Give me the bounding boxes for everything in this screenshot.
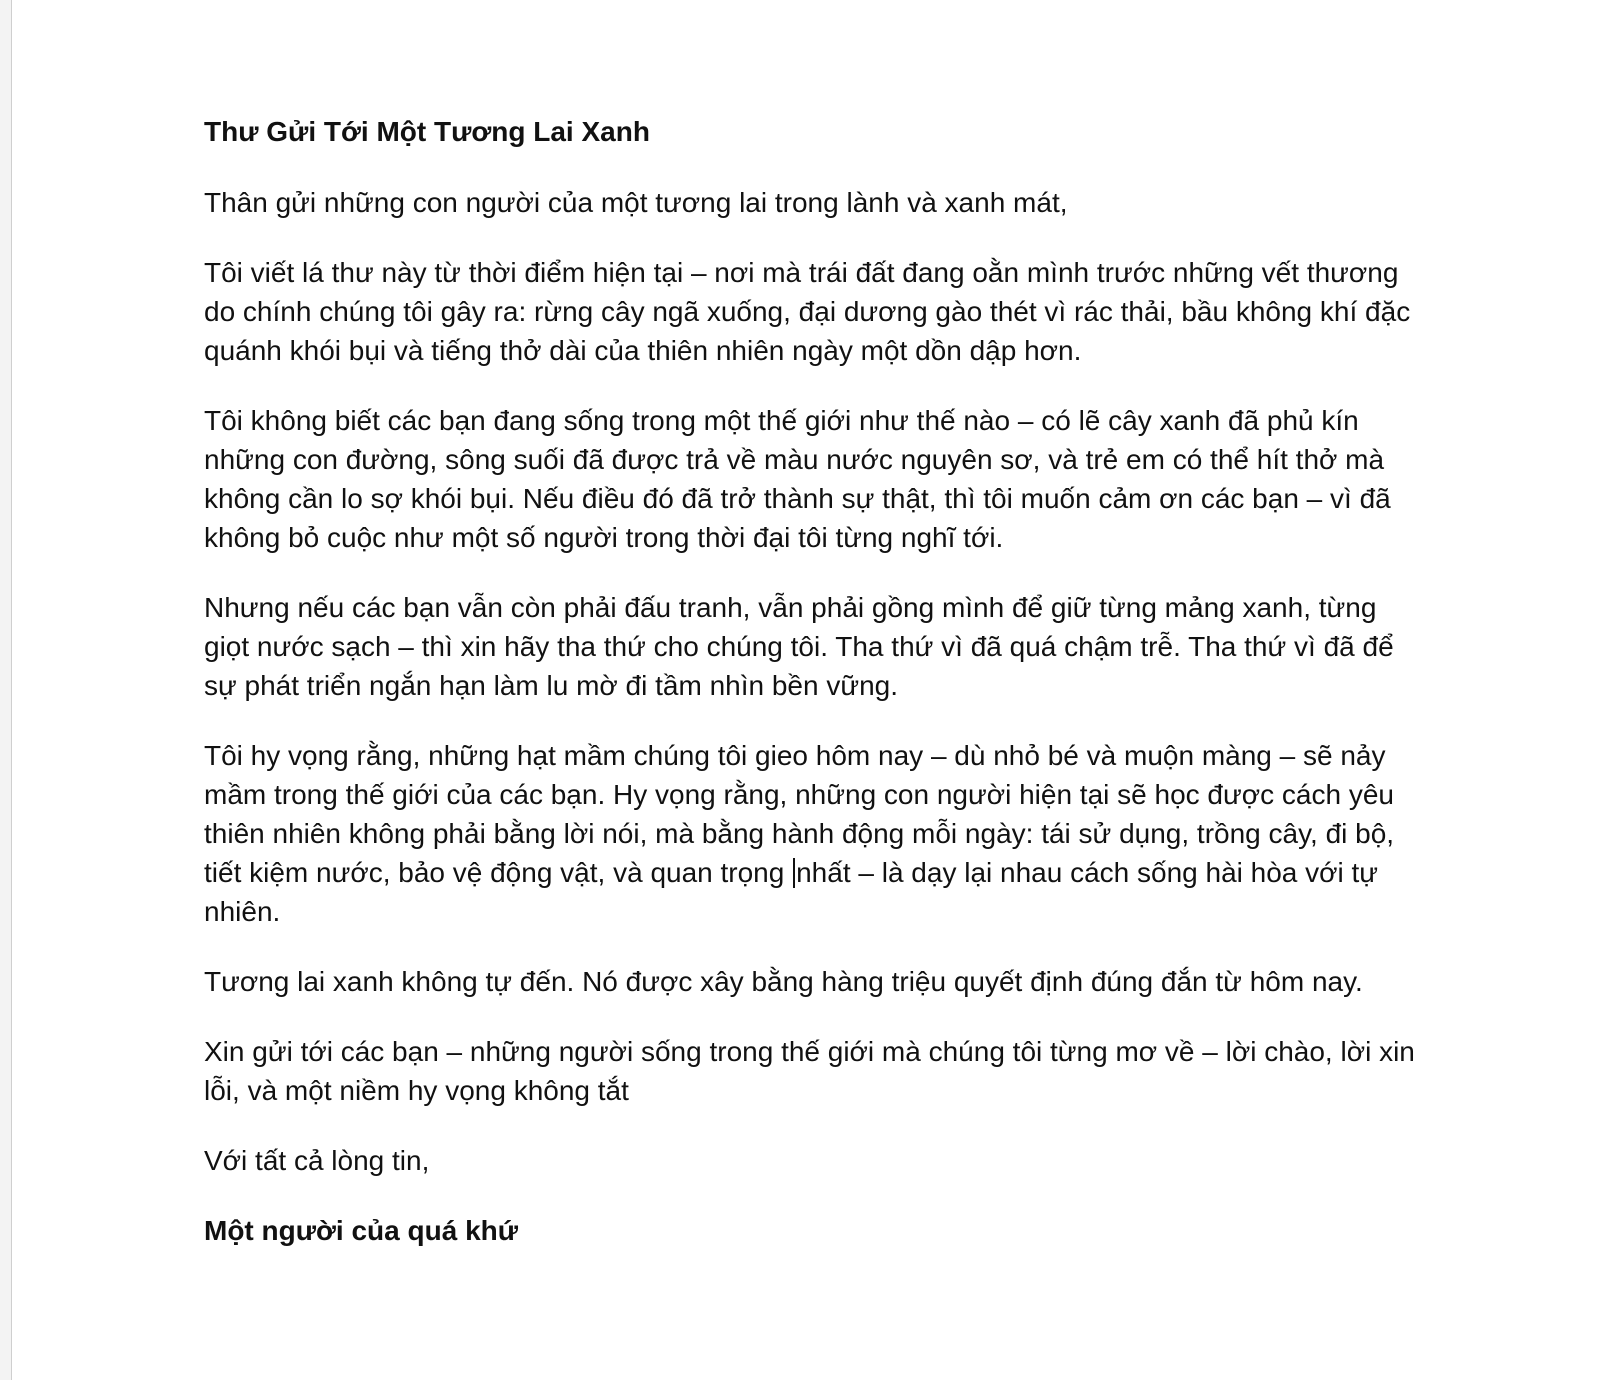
text-cursor [793,858,795,888]
letter-paragraph-6: Xin gửi tới các bạn – những người sống trong thế giới mà chúng tôi từng mơ về – lời chào, lời xin lỗi, và một niềm hy vọng không tắt [204,1036,1415,1106]
letter-signature: Một người của quá khứ [204,1215,519,1246]
letter-paragraph-4 [204,736,1419,931]
document-body[interactable] [204,112,1419,1281]
paragraph-4-text-before-caret: Tôi hy vọng rằng, những hạt mầm chúng tôi gieo hôm nay – dù nhỏ bé và muộn màng – sẽ nảy mầm trong thế giới của các bạn. Hy vọng rằng, những con người hiện tại sẽ học được cách yêu thiên nhiên không phải bằng lời nói, mà bằng hành động mỗi ngày: tái sử dụng, trồng cây, đi bộ, tiết kiệm nước, bảo vệ động vật, và quan trọng [204,740,1395,888]
paragraph-4-text-after-caret: nhất – là dạy lại nhau cách sống hài hòa với tự nhiên. [204,857,1379,927]
letter-paragraph-5: Tương lai xanh không tự đến. Nó được xây bằng hàng triệu quyết định đúng đắn từ hôm nay. [204,966,1363,997]
letter-paragraph-3: Nhưng nếu các bạn vẫn còn phải đấu tranh, vẫn phải gồng mình để giữ từng mảng xanh, từng giọt nước sạch – thì xin hãy tha thứ cho chúng tôi. Tha thứ vì đã quá chậm trễ. Tha thứ vì đã để sự phát triển ngắn hạn làm lu mờ đi tầm nhìn bền vững. [204,592,1394,701]
letter-title: Thư Gửi Tới Một Tương Lai Xanh [204,116,650,147]
letter-paragraph-1: Tôi viết lá thư này từ thời điểm hiện tại – nơi mà trái đất đang oằn mình trước những vết thương do chính chúng tôi gây ra: rừng cây ngã xuống, đại dương gào thét vì rác thải, bầu không khí đặc quánh khói bụi và tiếng thở dài của thiên nhiên ngày một dồn dập hơn. [204,257,1411,366]
letter-paragraph-2: Tôi không biết các bạn đang sống trong một thế giới như thế nào – có lẽ cây xanh đã phủ kín những con đường, sông suối đã được trả về màu nước nguyên sơ, và trẻ em có thể hít thở mà không cần lo sợ khói bụi. Nếu điều đó đã trở thành sự thật, thì tôi muốn cảm ơn các bạn – vì đã không bỏ cuộc như một số người trong thời đại tôi từng nghĩ tới. [204,405,1391,553]
letter-greeting: Thân gửi những con người của một tương lai trong lành và xanh mát, [204,187,1068,218]
letter-sign-off: Với tất cả lòng tin, [204,1145,430,1176]
document-page[interactable] [11,0,1600,1380]
